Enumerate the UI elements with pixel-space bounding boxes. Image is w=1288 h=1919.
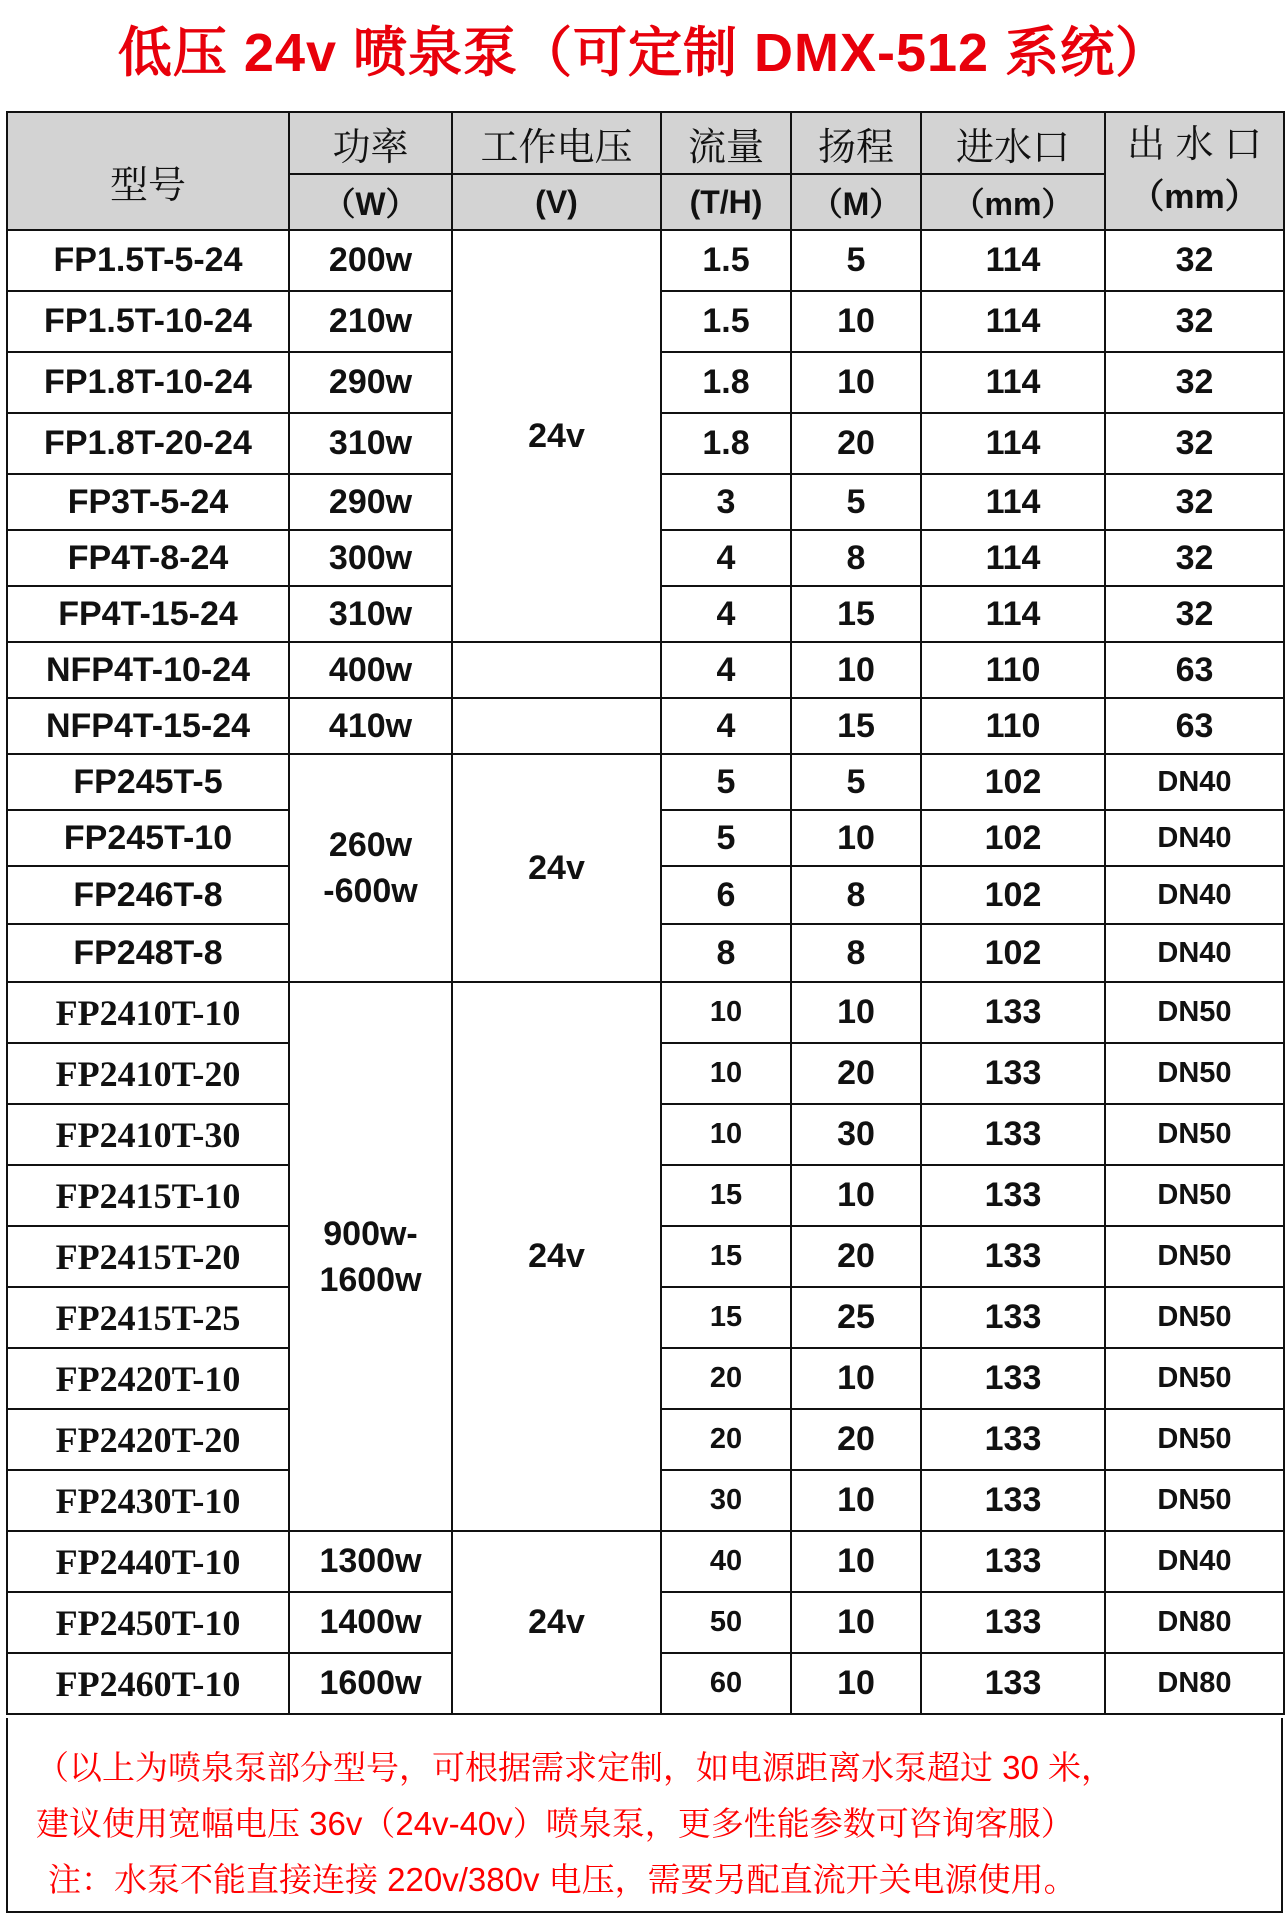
- header-inlet-unit: （mm）: [921, 174, 1105, 230]
- head-cell: 20: [791, 1043, 921, 1104]
- head-cell: 10: [791, 982, 921, 1043]
- outlet-cell: DN50: [1105, 982, 1284, 1043]
- header-outlet-label: 出 水 口: [1126, 124, 1263, 166]
- table-row: [7, 1531, 1284, 1592]
- header-head-unit: （M）: [791, 174, 921, 230]
- voltage-cell: 24v: [452, 1531, 661, 1714]
- inlet-cell: 114: [921, 530, 1105, 586]
- header-flow: 流量: [661, 112, 791, 174]
- inlet-cell: 102: [921, 924, 1105, 982]
- outlet-cell: DN80: [1105, 1592, 1284, 1653]
- model-cell: FP1.5T-10-24: [7, 291, 289, 352]
- header-model: 型号: [7, 112, 289, 230]
- model-cell: FP246T-8: [7, 866, 289, 924]
- flow-cell: 20: [661, 1409, 791, 1470]
- model-cell: NFP4T-15-24: [7, 698, 289, 754]
- header-voltage: 工作电压: [452, 112, 661, 174]
- inlet-cell: 133: [921, 1043, 1105, 1104]
- inlet-cell: 114: [921, 474, 1105, 530]
- pump-spec-table: [6, 111, 1285, 1715]
- inlet-cell: 114: [921, 291, 1105, 352]
- model-cell: FP1.5T-5-24: [7, 230, 289, 291]
- flow-cell: 60: [661, 1653, 791, 1714]
- note-line-3: 注：水泵不能直接连接 220v/380v 电压，需要另配直流开关电源使用。: [48, 1861, 1077, 1898]
- voltage-cell: [452, 698, 661, 754]
- outlet-cell: DN40: [1105, 810, 1284, 866]
- outlet-cell: DN40: [1105, 866, 1284, 924]
- voltage-cell: 24v: [452, 230, 661, 642]
- power-cell: 290w: [289, 474, 452, 530]
- header-outlet-unit: （mm）: [1130, 178, 1259, 216]
- flow-cell: 10: [661, 1104, 791, 1165]
- flow-cell: 15: [661, 1165, 791, 1226]
- header-power-unit: （W）: [289, 174, 452, 230]
- model-cell: FP4T-15-24: [7, 586, 289, 642]
- head-cell: 10: [791, 642, 921, 698]
- inlet-cell: 133: [921, 1653, 1105, 1714]
- outlet-cell: 32: [1105, 474, 1284, 530]
- head-cell: 10: [791, 1531, 921, 1592]
- table-body: [7, 230, 1284, 1714]
- head-cell: 15: [791, 586, 921, 642]
- head-cell: 5: [791, 754, 921, 810]
- head-cell: 10: [791, 1592, 921, 1653]
- flow-cell: 10: [661, 1043, 791, 1104]
- power-cell: 310w: [289, 413, 452, 474]
- head-cell: 8: [791, 866, 921, 924]
- outlet-cell: 32: [1105, 586, 1284, 642]
- notes-box: [6, 1718, 1283, 1913]
- power-cell: 410w: [289, 698, 452, 754]
- header-flow-unit: (T/H): [661, 174, 791, 230]
- head-cell: 10: [791, 1470, 921, 1531]
- outlet-cell: DN50: [1105, 1470, 1284, 1531]
- outlet-cell: DN40: [1105, 924, 1284, 982]
- outlet-cell: DN80: [1105, 1653, 1284, 1714]
- outlet-cell: 32: [1105, 352, 1284, 413]
- model-cell: FP2415T-25: [7, 1287, 289, 1348]
- model-cell: FP248T-8: [7, 924, 289, 982]
- model-cell: FP2420T-10: [7, 1348, 289, 1409]
- model-cell: FP2420T-20: [7, 1409, 289, 1470]
- power-cell: 290w: [289, 352, 452, 413]
- inlet-cell: 102: [921, 866, 1105, 924]
- flow-cell: 15: [661, 1226, 791, 1287]
- head-cell: 8: [791, 530, 921, 586]
- flow-cell: 5: [661, 754, 791, 810]
- power-cell: 310w: [289, 586, 452, 642]
- flow-cell: 15: [661, 1287, 791, 1348]
- model-cell: FP2410T-20: [7, 1043, 289, 1104]
- model-cell: FP245T-10: [7, 810, 289, 866]
- head-cell: 10: [791, 352, 921, 413]
- head-cell: 5: [791, 474, 921, 530]
- outlet-cell: 32: [1105, 230, 1284, 291]
- outlet-cell: DN40: [1105, 1531, 1284, 1592]
- header-outlet: [1105, 112, 1284, 230]
- power-cell: 1300w: [289, 1531, 452, 1592]
- flow-cell: 4: [661, 586, 791, 642]
- model-cell: FP2410T-10: [7, 982, 289, 1043]
- inlet-cell: 114: [921, 352, 1105, 413]
- flow-cell: 3: [661, 474, 791, 530]
- inlet-cell: 114: [921, 413, 1105, 474]
- outlet-cell: DN40: [1105, 754, 1284, 810]
- head-cell: 8: [791, 924, 921, 982]
- inlet-cell: 133: [921, 1226, 1105, 1287]
- head-cell: 25: [791, 1287, 921, 1348]
- voltage-cell: [452, 642, 661, 698]
- outlet-cell: DN50: [1105, 1043, 1284, 1104]
- head-cell: 30: [791, 1104, 921, 1165]
- inlet-cell: 114: [921, 230, 1105, 291]
- flow-cell: 8: [661, 924, 791, 982]
- model-cell: FP2440T-10: [7, 1531, 289, 1592]
- head-cell: 10: [791, 1165, 921, 1226]
- inlet-cell: 102: [921, 754, 1105, 810]
- outlet-cell: 63: [1105, 698, 1284, 754]
- model-cell: FP2450T-10: [7, 1592, 289, 1653]
- model-cell: FP2460T-10: [7, 1653, 289, 1714]
- inlet-cell: 133: [921, 1104, 1105, 1165]
- head-cell: 5: [791, 230, 921, 291]
- inlet-cell: 133: [921, 1409, 1105, 1470]
- outlet-cell: DN50: [1105, 1409, 1284, 1470]
- flow-cell: 40: [661, 1531, 791, 1592]
- flow-cell: 1.5: [661, 230, 791, 291]
- table-row: [7, 698, 1284, 754]
- table-row: [7, 642, 1284, 698]
- head-cell: 10: [791, 810, 921, 866]
- flow-cell: 4: [661, 530, 791, 586]
- model-cell: FP3T-5-24: [7, 474, 289, 530]
- model-cell: FP245T-5: [7, 754, 289, 810]
- power-cell: 200w: [289, 230, 452, 291]
- note-line-2: 建议使用宽幅电压 36v（24v-40v）喷泉泵，更多性能参数可咨询客服）: [36, 1805, 1074, 1842]
- head-cell: 10: [791, 291, 921, 352]
- inlet-cell: 133: [921, 1592, 1105, 1653]
- table-row: [7, 982, 1284, 1043]
- power-cell: 210w: [289, 291, 452, 352]
- power-cell: 900w- 1600w: [289, 982, 452, 1531]
- flow-cell: 10: [661, 982, 791, 1043]
- model-cell: FP2415T-20: [7, 1226, 289, 1287]
- inlet-cell: 133: [921, 1470, 1105, 1531]
- flow-cell: 4: [661, 698, 791, 754]
- model-cell: NFP4T-10-24: [7, 642, 289, 698]
- power-cell: 260w -600w: [289, 754, 452, 982]
- inlet-cell: 133: [921, 1165, 1105, 1226]
- flow-cell: 30: [661, 1470, 791, 1531]
- outlet-cell: 32: [1105, 413, 1284, 474]
- header-power: 功率: [289, 112, 452, 174]
- model-cell: FP1.8T-10-24: [7, 352, 289, 413]
- header-head: 扬程: [791, 112, 921, 174]
- flow-cell: 1.8: [661, 352, 791, 413]
- power-cell: 400w: [289, 642, 452, 698]
- head-cell: 20: [791, 413, 921, 474]
- inlet-cell: 133: [921, 1348, 1105, 1409]
- outlet-cell: 32: [1105, 291, 1284, 352]
- voltage-cell: 24v: [452, 982, 661, 1531]
- power-cell: 300w: [289, 530, 452, 586]
- flow-cell: 6: [661, 866, 791, 924]
- voltage-cell: 24v: [452, 754, 661, 982]
- model-cell: FP1.8T-20-24: [7, 413, 289, 474]
- model-cell: FP4T-8-24: [7, 530, 289, 586]
- head-cell: 20: [791, 1409, 921, 1470]
- head-cell: 10: [791, 1348, 921, 1409]
- power-cell: 1600w: [289, 1653, 452, 1714]
- table-row: [7, 230, 1284, 291]
- model-cell: FP2415T-10: [7, 1165, 289, 1226]
- flow-cell: 4: [661, 642, 791, 698]
- flow-cell: 20: [661, 1348, 791, 1409]
- head-cell: 20: [791, 1226, 921, 1287]
- outlet-cell: DN50: [1105, 1104, 1284, 1165]
- inlet-cell: 133: [921, 1287, 1105, 1348]
- note-line-1: （以上为喷泉泵部分型号，可根据需求定制，如电源距离水泵超过 30 米，: [36, 1749, 1115, 1786]
- outlet-cell: DN50: [1105, 1226, 1284, 1287]
- power-cell: 1400w: [289, 1592, 452, 1653]
- outlet-cell: 32: [1105, 530, 1284, 586]
- outlet-cell: 63: [1105, 642, 1284, 698]
- page-title: 低压 24v 喷泉泵（可定制 DMX-512 系统）: [117, 23, 1171, 83]
- inlet-cell: 102: [921, 810, 1105, 866]
- head-cell: 15: [791, 698, 921, 754]
- head-cell: 10: [791, 1653, 921, 1714]
- flow-cell: 1.5: [661, 291, 791, 352]
- model-cell: FP2430T-10: [7, 1470, 289, 1531]
- flow-cell: 1.8: [661, 413, 791, 474]
- header-voltage-unit: (V): [452, 174, 661, 230]
- inlet-cell: 114: [921, 586, 1105, 642]
- inlet-cell: 133: [921, 1531, 1105, 1592]
- inlet-cell: 110: [921, 698, 1105, 754]
- model-cell: FP2410T-30: [7, 1104, 289, 1165]
- inlet-cell: 110: [921, 642, 1105, 698]
- header-inlet: 进水口: [921, 112, 1105, 174]
- table-row: [7, 754, 1284, 810]
- outlet-cell: DN50: [1105, 1165, 1284, 1226]
- flow-cell: 50: [661, 1592, 791, 1653]
- flow-cell: 5: [661, 810, 791, 866]
- inlet-cell: 133: [921, 982, 1105, 1043]
- outlet-cell: DN50: [1105, 1348, 1284, 1409]
- outlet-cell: DN50: [1105, 1287, 1284, 1348]
